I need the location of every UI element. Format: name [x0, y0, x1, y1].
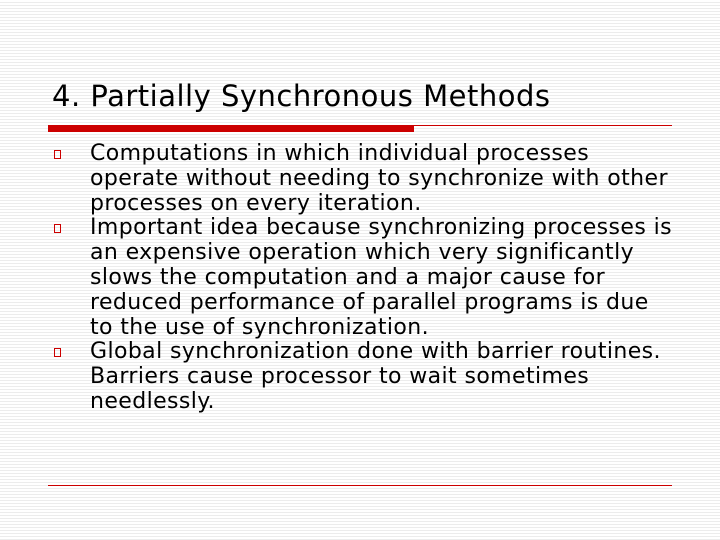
bottom-divider	[48, 485, 672, 486]
bullet-item	[0, 142, 675, 216]
bullet-text: Global synchronization done with barrier routines. Barriers cause processor to wait sometimes needlessly.	[90, 339, 661, 414]
title-underline-thin	[414, 125, 672, 126]
bullet-item	[0, 216, 675, 340]
hollow-square-bullet-icon	[54, 348, 61, 357]
hollow-square-bullet-icon	[54, 150, 61, 159]
hollow-square-bullet-icon	[54, 224, 61, 233]
bullet-text: Important idea because synchronizing processes is an expensive operation which very significantly slows the computation and a major cause for reduced performance of parallel programs is due to the use of synchronization.	[90, 215, 672, 340]
bullet-text: Computations in which individual processes operate without needing to synchronize with other processes on every iteration.	[90, 141, 668, 216]
bullet-list	[0, 142, 720, 415]
title-underline-thick	[48, 125, 414, 132]
bullet-item	[0, 340, 675, 414]
slide-title: 4. Partially Synchronous Methods	[52, 79, 551, 113]
